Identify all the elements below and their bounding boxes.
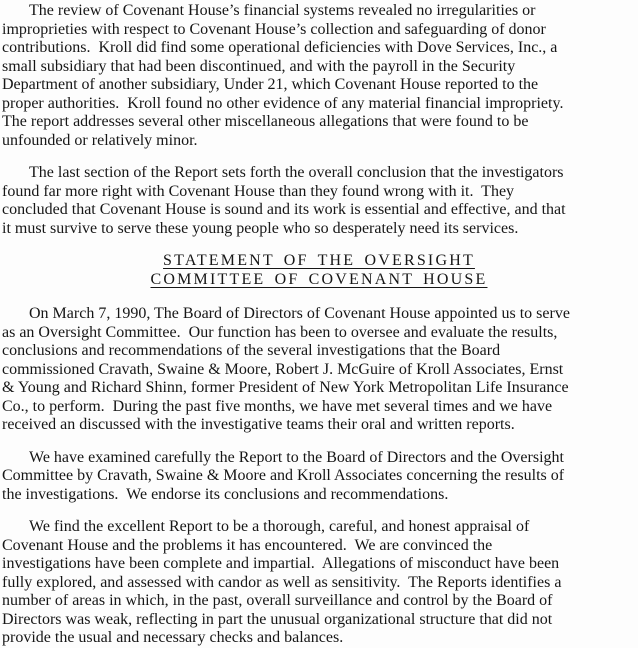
text-line: We find the excellent Report to be a thorough, careful, and honest appraisal of (29, 518, 530, 535)
text-line: The review of Covenant House’s financial systems revealed no irregularities or (29, 2, 536, 19)
text-line: Department of another subsidiary, Under 21, which Covenant House reported to the (2, 76, 539, 93)
text-line: as an Oversight Committee. Our function has been to oversee and evaluate the results, (2, 323, 558, 341)
text-line: contributions. Kroll did find some operational deficiencies with Dove Services, Inc., a (2, 39, 558, 56)
text-line: proper authorities. Kroll found no other evidence of any material financial impropriety. (2, 94, 564, 112)
text-line: unfounded or relatively minor. (2, 131, 198, 149)
text-line: improprieties with respect to Covenant House’s collection and safeguarding of donor (2, 20, 546, 38)
text-line: We have examined carefully the Report to the Board of Directors and the Oversight (29, 448, 564, 466)
text-line: The report addresses several other miscellaneous allegations that were found to be (2, 113, 529, 130)
paragraph (2, 518, 636, 648)
text-line: commissioned Cravath, Swaine & Moore, Robert J. McGuire of Kroll Associates, Ernst (2, 360, 564, 378)
text-line: Committee by Cravath, Swaine & Moore and Kroll Associates concerning the results of (2, 467, 565, 484)
text-line: small subsidiary that had been discontinued, and with the payroll in the Security (2, 57, 516, 75)
section-heading (2, 252, 636, 289)
paragraph (2, 2, 636, 150)
text-line: Co., to perform. During the past five months, we have met several times and we have (2, 397, 553, 415)
text-line: conclusions and recommendations of the several investigations that the Board (2, 342, 501, 359)
text-line: received an discussed with the investigative teams their oral and written reports. (2, 416, 515, 433)
paragraph (2, 164, 636, 238)
text-line: On March 7, 1990, The Board of Directors of Covenant House appointed us to serve (29, 305, 570, 322)
text-line: fully explored, and assessed with candor as well as sensitivity. The Reports identifies a (2, 573, 562, 591)
text-line: The last section of the Report sets forth the overall conclusion that the investigators (29, 164, 564, 181)
text-line: Directors was weak, reflecting in part the unusual organizational structure that did not (2, 610, 553, 628)
paragraph (2, 449, 636, 505)
text-line: concluded that Covenant House is sound and its work is essential and effective, and that (2, 201, 566, 218)
text-line: investigations have been complete and impartial. Allegations of misconduct have been (2, 555, 560, 572)
text-line: it must survive to serve these young people who so desperately need its services. (2, 219, 519, 237)
paragraph (2, 305, 636, 435)
text-line: found far more right with Covenant House than they found wrong with it. They (2, 182, 515, 200)
text-line: the investigations. We endorse its conclusions and recommendations. (2, 485, 449, 503)
text-line: number of areas in which, in the past, overall surveillance and control by the Board of (2, 592, 553, 609)
text-line: provide the usual and necessary checks and balances. (2, 629, 344, 646)
heading-line: STATEMENT OF THE OVERSIGHT (163, 252, 475, 269)
heading-line: COMMITTEE OF COVENANT HOUSE (150, 270, 488, 288)
text-line: & Young and Richard Shinn, former President of New York Metropolitan Life Insurance (2, 379, 569, 396)
text-line: Covenant House and the problems it has encountered. We are convinced the (2, 536, 493, 554)
